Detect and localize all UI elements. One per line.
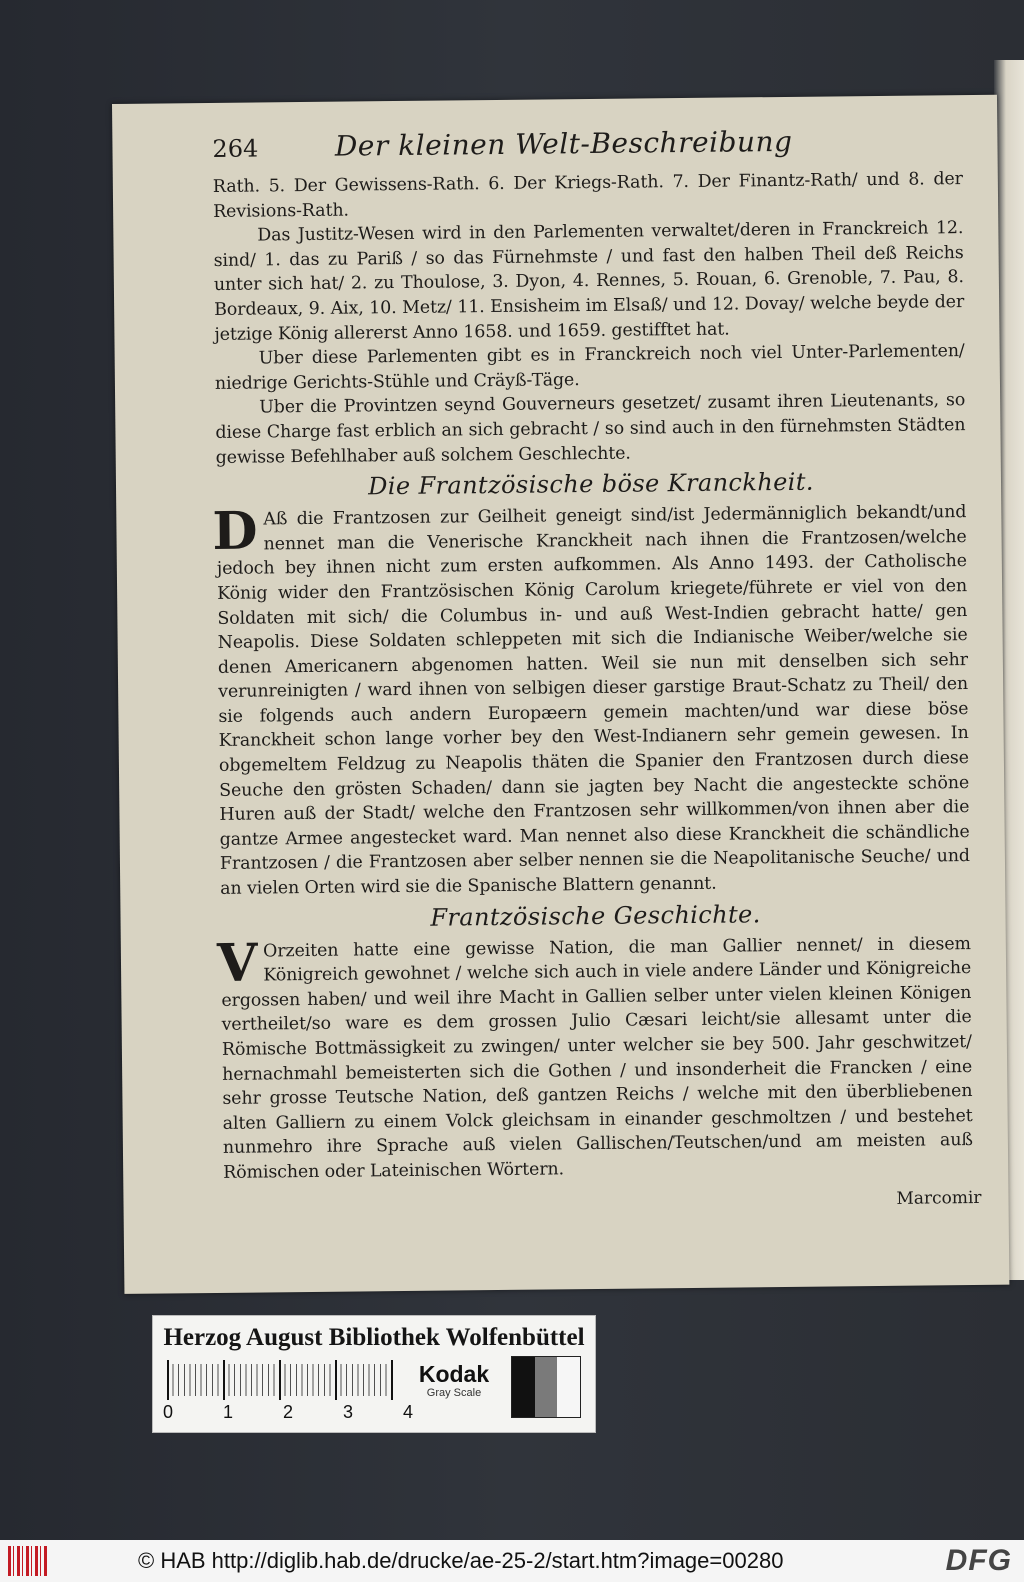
- paragraph-history-text: Orzeiten hatte eine gewisse Nation, die man Gallier nennet/ in diesem Königreich gewohnet / welche sich auch in viele andere Länder und Königreiche ergossen haben/ und weil ihre Macht in Gallien selber unter vielen kleinen Königen vertheilet/so ware es dem grossen Julio Cæsari leicht/sie allesamt unter die Römische Bottmässigkeit zu zwingen/ unter welcher sie bey 500. Jahr geschwitzet/ hernachmahl bemeisterten sich die Gothen / und insonderheit die Francken / eine sehr grosse Teutsche Nation, deß gantzen Reichs / welche mit den überbliebenen alten Galliern zu einem Volck gleichsam in einander geschmoltzen / und bestehet nunmehro ihre Sprache auß vielen Gallischen/Teutschen/und am meisten auß Römischen oder Lateinischen Wörtern.: [221, 933, 974, 1183]
- ruler-number: 2: [282, 1402, 293, 1422]
- running-head: Der kleinen Welt-Beschreibung: [334, 124, 793, 163]
- footer-credit-link[interactable]: © HAB http://diglib.hab.de/drucke/ae-25-2/start.htm?image=00280: [138, 1548, 784, 1573]
- ruler-numbers: [163, 1402, 413, 1424]
- dropcap-v: V: [216, 932, 258, 994]
- gray-patch: [512, 1357, 535, 1417]
- ruler-number: 1: [222, 1402, 233, 1422]
- paragraph-councils: Rath. 5. Der Gewissens-Rath. 6. Der Kriegs-Rath. 7. Der Finantz-Rath/ und 8. der Revisions-Rath.: [212, 169, 963, 222]
- page-header: [212, 123, 962, 175]
- gray-patch: [557, 1357, 580, 1417]
- dfg-logo: DFG: [945, 1544, 1012, 1577]
- kodak-subtitle: Gray Scale: [426, 1387, 482, 1399]
- kodak-label: [409, 1362, 499, 1402]
- ruler-number: 3: [342, 1402, 353, 1422]
- paragraph-governors: Uber die Provintzen seynd Gouverneurs gesetzet/ zusamt ihren Lieutenants, so diese Charge fast erblich an sich gebracht / so sind auch in den fürnehmsten Städten gewisse Befehlhaber auß solchem Geschlechte.: [215, 390, 966, 468]
- library-name: Herzog August Bibliothek Wolfenbüttel: [163, 1324, 585, 1351]
- footer-bar: [0, 1540, 1024, 1582]
- paragraph-history: [216, 932, 974, 1186]
- dropcap-d: D: [212, 500, 258, 563]
- book-page: [112, 95, 1009, 1294]
- page-content: [212, 123, 982, 1215]
- ruler-number: 4: [402, 1402, 413, 1422]
- paragraph-lower-courts: Uber diese Parlementen gibt es in Franckreich noch viel Unter-Parlementen/ niedrige Gerichts-Stühle und Cräyß-Täge.: [214, 341, 965, 394]
- gray-scale-patches: [511, 1356, 581, 1418]
- section-heading-history: Frantzösische Geschichte.: [430, 899, 761, 932]
- kodak-brand: Kodak: [418, 1361, 490, 1387]
- paragraph-disease: [212, 500, 971, 901]
- catchword: Marcomir: [896, 1187, 982, 1209]
- section-heading-disease: Die Frantzösische böse Kranckheit.: [367, 467, 815, 501]
- ruler-number: 0: [163, 1402, 174, 1422]
- page-number: 264: [212, 134, 259, 163]
- paragraph-disease-text: Aß die Frantzosen zur Geilheit geneigt sind/ist Jedermänniglich bekandt/und nennet man die Venerische Kranckheit nach ihnen die Frantzosen/welche jedoch bey ihnen nicht zum ersten aufkommen. Als Anno 1493. der Catholische König wider den Frantzösischen König Carolum kriegete/führete er viel von den Soldaten mit sich/ die Columbus in- und auß West-Indien gebracht hatte/ gen Neapolis. Diese Soldaten schleppeten mit sich die Indianische Weiber/welche sie denen Americanern abgenomen hatten. Weil sie nun mit denselben sich sehr verunreinigten / ward ihnen von selbigen dieser garstige Braut-Schatz zu Theil/ den sie folgends auch andern Europæern gemein machten/und war diese böse Kranckheit schon lange vorher bey den West-Indianern sehr gemein gewesen. In obgemeltem Feldzug zu Neapolis thäten die Spanier den Frantzosen durch diese Seuche den grösten Schaden/ dann sie jagten bey Nacht die angesteckte schöne Huren auß der Stadt/ welche den Frantzosen sehr willkommen/von ihnen aber die gantze Armee angestecket ward. Man nennet also diese Kranckheit die schändliche Frantzosen / die Frantzosen aber selber nennen sie die Neapolitanische Seuche/ und an vielen Orten wird sie die Spanische Blattern genannt.: [216, 502, 971, 899]
- paragraph-parlements: Das Justitz-Wesen wird in den Parlementen verwaltet/deren in Franckreich 12. sind/ 1. das zu Pariß / so das Fürnehmste / und fast den halben Theil deß Reichs unter sich hat/ 2. zu Thoulose, 3. Dyon, 4. Rennes, 5. Rouan, 6. Grenoble, 7. Pau, 8. Bordeaux, 9. Aix, 10. Metz/ 11. Ensisheim im Elsaß/ und 12. Dovay/ welche beyde der jetzige König allererst Anno 1658. und 1659. gestifftet hat.: [213, 218, 965, 345]
- color-target-card: [152, 1315, 596, 1433]
- hab-barcode-icon: [8, 1546, 48, 1576]
- ruler-major-ticks: [167, 1360, 395, 1400]
- gray-patch: [535, 1357, 558, 1417]
